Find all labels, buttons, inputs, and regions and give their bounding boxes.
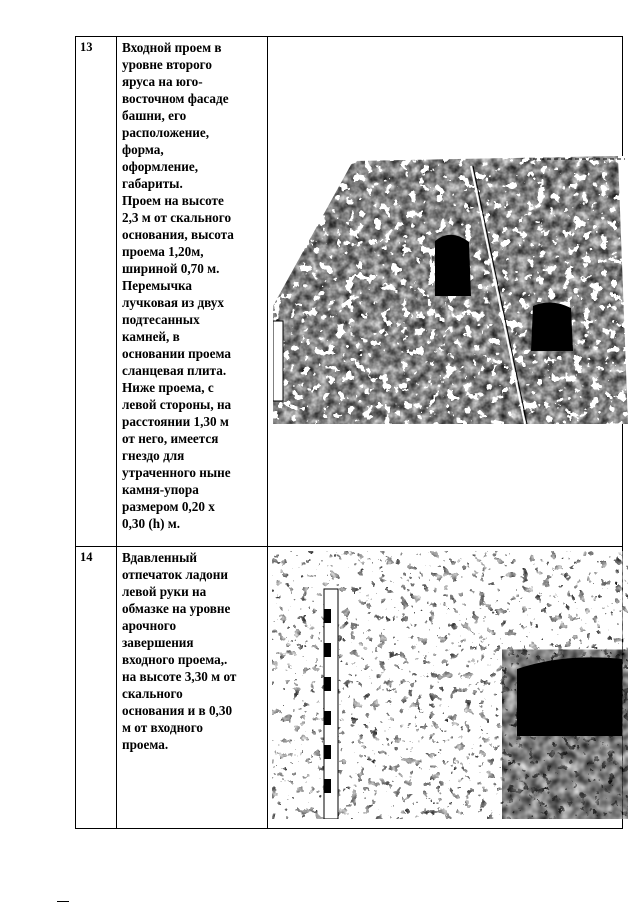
photo-cell (268, 547, 623, 829)
description-line: восточном фасаде (122, 91, 229, 106)
description-line: от него, имеется (122, 431, 219, 446)
table-row (76, 547, 623, 829)
description-line: отпечаток ладони (122, 567, 228, 582)
description-line: сланцевая плита. (122, 363, 227, 378)
doorway-opening (435, 235, 471, 296)
description-line: габариты. (122, 176, 183, 191)
description-line: форма, (122, 142, 164, 157)
description-line: расположение, (122, 125, 210, 140)
description-line: гнездо для (122, 448, 185, 463)
description-line: завершения (122, 635, 194, 650)
description-line: шириной 0,70 м. (122, 261, 220, 276)
description-line: левой стороны, на (122, 397, 232, 412)
palm-print-photo (272, 551, 628, 819)
row-number: 13 (76, 37, 117, 547)
description-line: основании проема (122, 346, 231, 361)
description-line: оформление, (122, 159, 199, 174)
tower-doorway-photo (273, 156, 628, 424)
description-line: Ниже проема, с (122, 380, 214, 395)
description-line: Входной проем в (122, 40, 222, 55)
description-line: утраченного ныне (122, 465, 231, 480)
description-line: на высоте 3,30 м от (122, 669, 237, 684)
description-line: м от входного (122, 720, 204, 735)
description-line: проема. (122, 737, 169, 752)
description-line: уровне второго (122, 57, 212, 72)
description-line: Проем на высоте (122, 193, 224, 208)
description-line: Вдавленный (122, 550, 198, 565)
description-line: основания, высота (122, 227, 234, 242)
description-line: 2,3 м от скального (122, 210, 232, 225)
row-description (117, 37, 268, 547)
table-row (76, 37, 623, 547)
description-line: скального (122, 686, 183, 701)
description-line: левой руки на (122, 584, 207, 599)
description-line: основания и в 0,30 (122, 703, 233, 718)
description-line: обмазке на уровне (122, 601, 231, 616)
description-line: яруса на юго- (122, 74, 203, 89)
description-line: Перемычка (122, 278, 193, 293)
description-line: проема 1,20м, (122, 244, 204, 259)
description-line: камня-упора (122, 482, 199, 497)
description-line: подтесанных (122, 312, 200, 327)
description-line: размером 0,20 х (122, 499, 215, 514)
description-line: расстоянии 1,30 м (122, 414, 229, 429)
description-line: 0,30 (h) м. (122, 516, 181, 531)
description-line: лучковая из двух (122, 295, 224, 310)
photo-cell (268, 37, 623, 547)
row-description (117, 547, 268, 829)
row-number: 14 (76, 547, 117, 829)
description-line: входного проема,. (122, 652, 228, 667)
description-line: башни, его (122, 108, 187, 123)
survey-table (75, 36, 623, 829)
page-footer-mark (57, 901, 69, 902)
description-line: арочного (122, 618, 177, 633)
wall-niche (531, 302, 573, 351)
description-line: камней, в (122, 329, 180, 344)
measuring-ruler (324, 589, 338, 819)
